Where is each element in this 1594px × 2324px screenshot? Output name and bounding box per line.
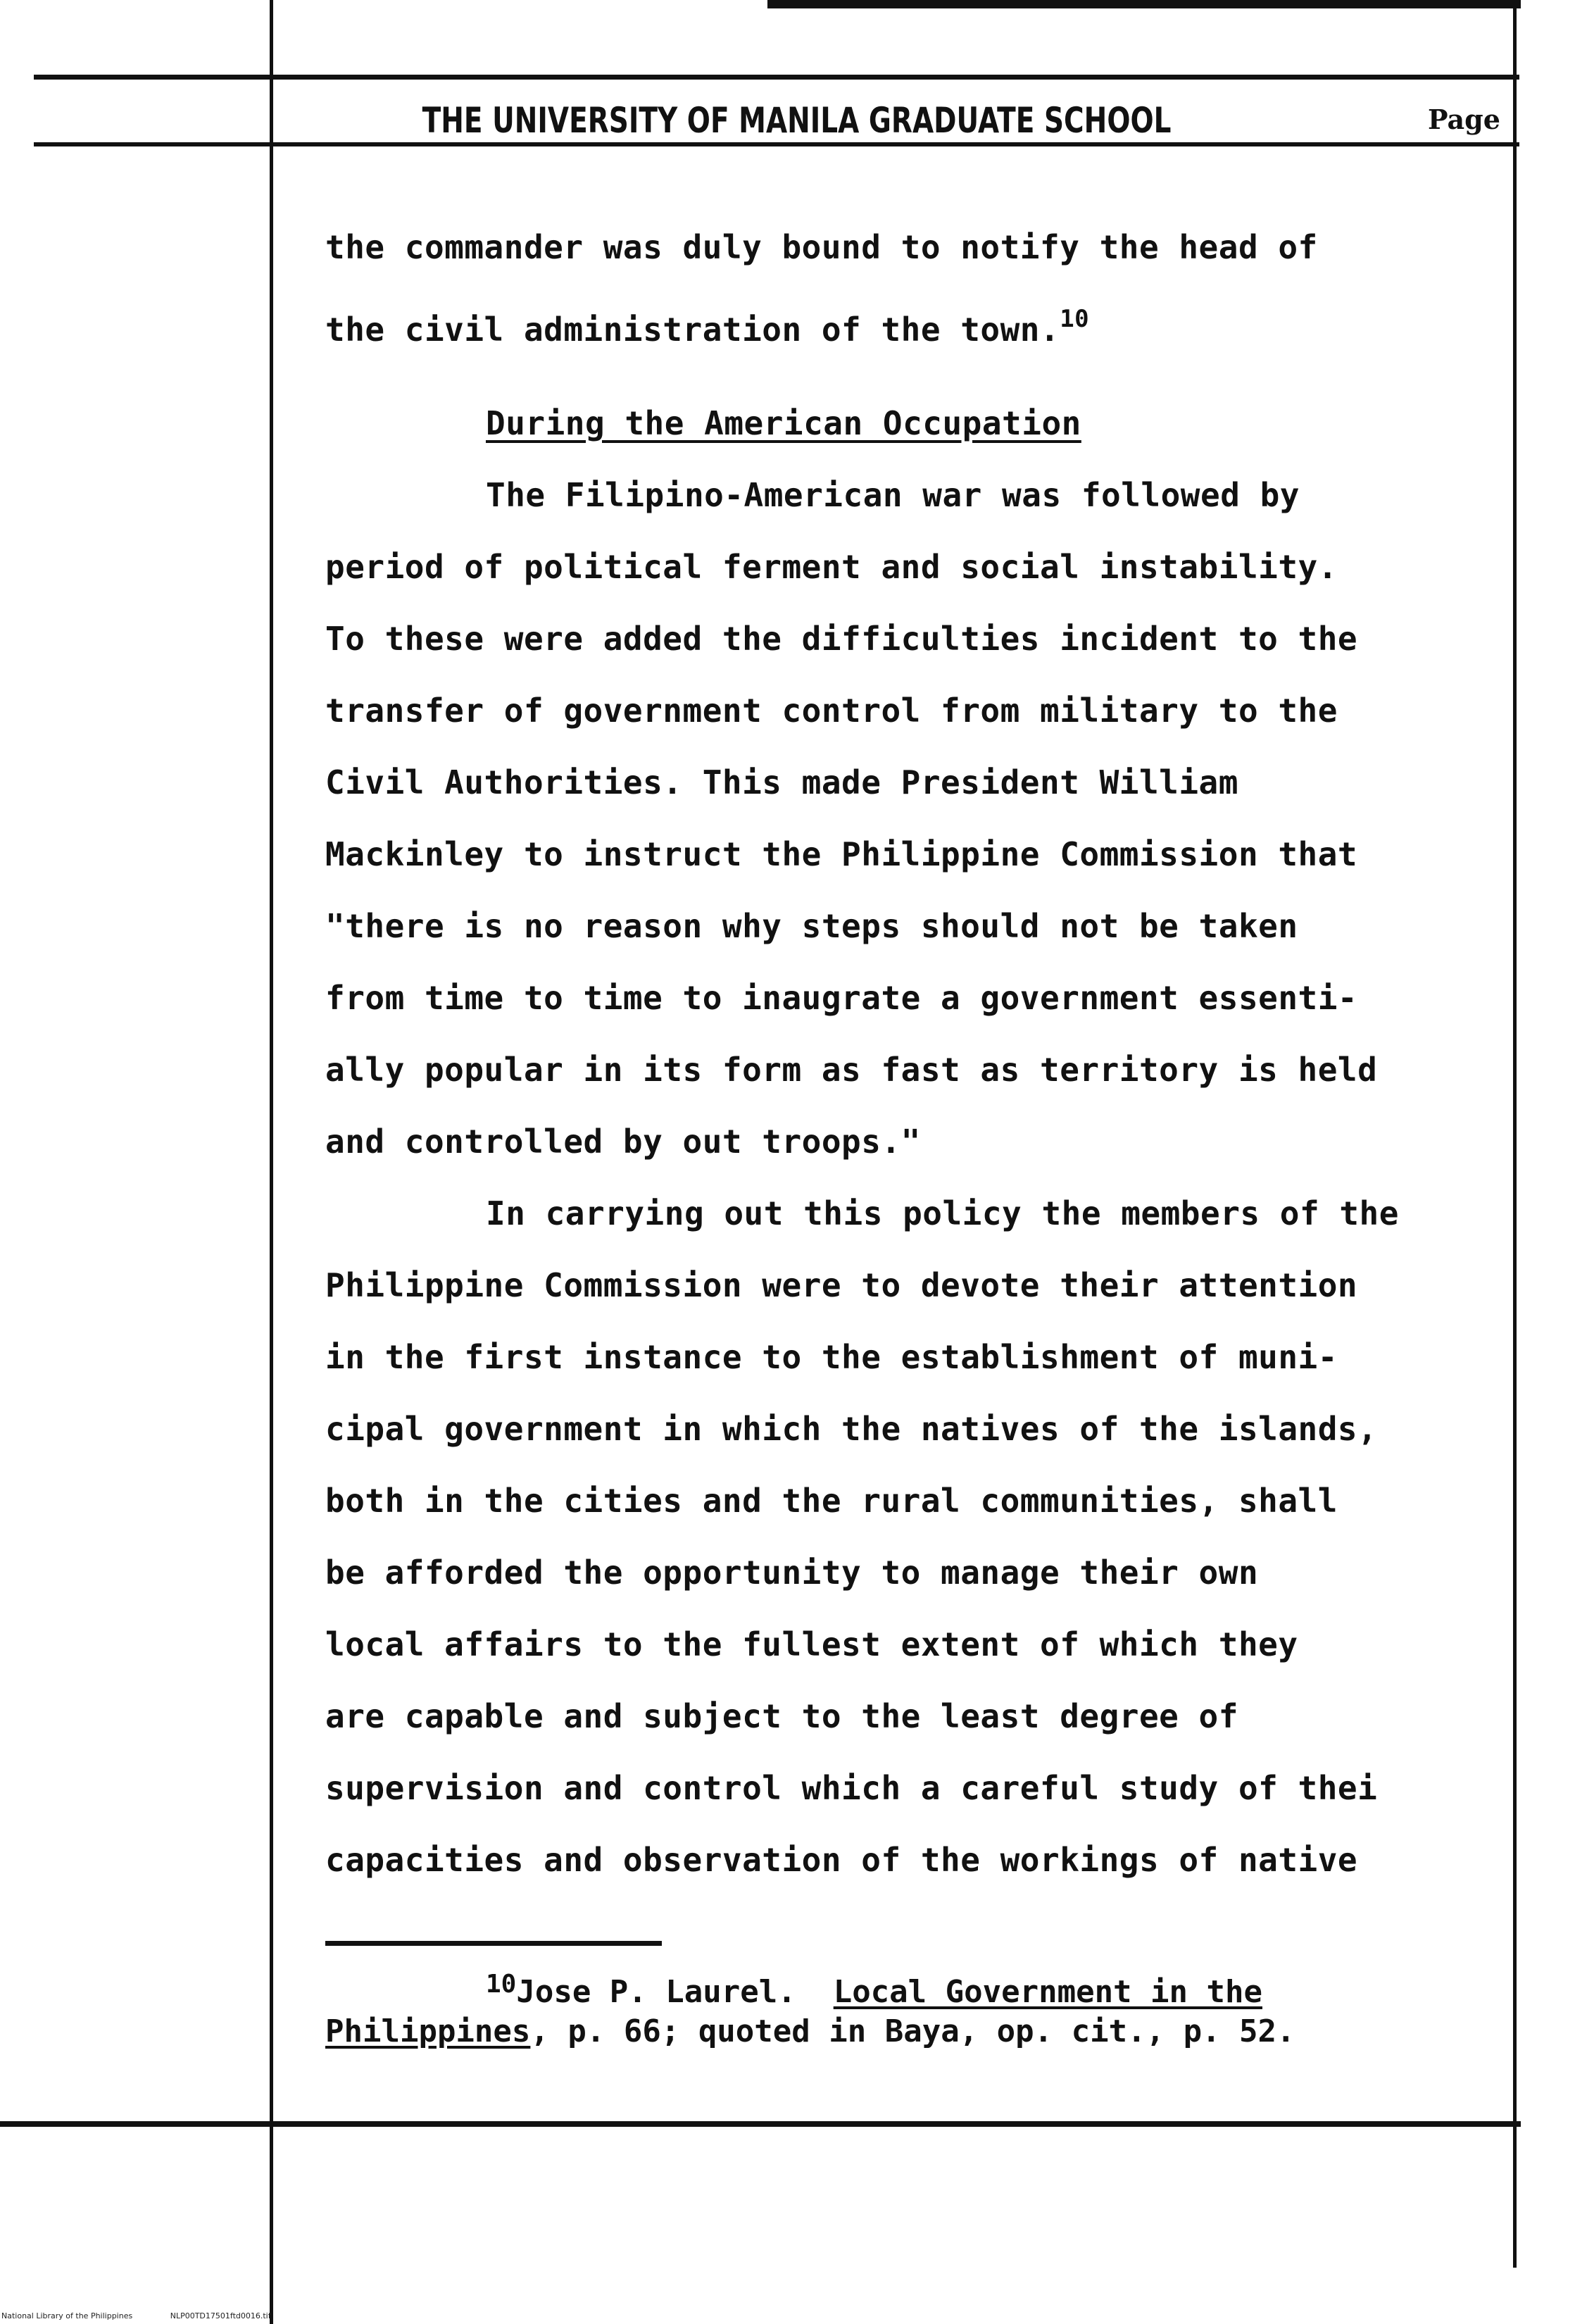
section-heading: During the American Occupation: [486, 404, 1081, 442]
footnote-separator: [325, 1941, 662, 1946]
footnote-title: Local Government in the: [833, 1974, 1262, 2010]
text-line: capacities and observation of the workings of native: [325, 1841, 1358, 1879]
text-line: local affairs to the fullest extent of which they: [325, 1625, 1298, 1663]
text-line: supervision and control which a careful study of thei: [325, 1769, 1378, 1807]
footnote-citation-cont: in Baya, op. cit., p. 52.: [829, 2013, 1295, 2049]
institution-header: [175, 100, 1419, 141]
text-line: "there is no reason why steps should not be taken: [325, 907, 1298, 945]
page-label: Page: [1428, 104, 1500, 135]
header-top-rule: [34, 75, 1519, 80]
text-line: transfer of government control from military to the: [325, 692, 1338, 730]
left-margin-rule: [270, 0, 273, 2324]
text-line: Civil Authorities. This made President William: [325, 763, 1238, 801]
text-line: The Filipino-American war was followed by: [486, 476, 1300, 514]
text-line: the civil administration of the town.$^{10}$: [325, 305, 1090, 349]
scan-source-line: [1, 2311, 306, 2320]
text-line: from time to time to inaugrate a government essenti-: [325, 979, 1358, 1017]
text-line: be afforded the opportunity to manage their own: [325, 1554, 1259, 1592]
footnote-number: 10: [486, 1970, 517, 1999]
text-line: and controlled by out troops.": [325, 1123, 921, 1161]
footnote-reference: 10: [1060, 305, 1090, 333]
text-line: are capable and subject to the least degree of: [325, 1697, 1238, 1735]
text-line: both in the cities and the rural communities, shall: [325, 1482, 1338, 1520]
footnote-citation: , p. 66; quoted: [530, 2013, 829, 2049]
text-line: period of political ferment and social instability.: [325, 548, 1338, 586]
file-id: NLP00TD17501ftd0016.tif: [170, 2311, 271, 2320]
footnote: [325, 1965, 1295, 2051]
text-line: the commander was duly bound to notify the head of: [325, 228, 1318, 266]
text-line: cipal government in which the natives of the islands,: [325, 1410, 1378, 1448]
text-line: To these were added the difficulties incident to the: [325, 620, 1358, 658]
top-edge-bar: [767, 0, 1521, 8]
document-body: [325, 211, 1522, 1896]
header-bottom-rule: [34, 142, 1519, 146]
text-line: in the first instance to the establishment of muni-: [325, 1338, 1338, 1376]
footer-rule: [0, 2121, 1521, 2127]
footnote-title-cont: Philippines: [325, 2013, 531, 2049]
footnote-line-1: [325, 1965, 1295, 2012]
institution-name: THE UNIVERSITY OF MANILA GRADUATE SCHOOL: [422, 100, 1172, 141]
text-line: ally popular in its form as fast as territory is held: [325, 1051, 1378, 1089]
footnote-line-2: [325, 2012, 1295, 2051]
library-name: National Library of the Philippines: [1, 2311, 133, 2320]
footnote-author: Jose P. Laurel.: [516, 1974, 796, 2010]
text-line: Philippine Commission were to devote their attention: [325, 1266, 1358, 1304]
text-line: In carrying out this policy the members of the: [486, 1194, 1399, 1232]
text-line: Mackinley to instruct the Philippine Commission that: [325, 835, 1358, 873]
paragraph-gap: [325, 355, 1522, 387]
